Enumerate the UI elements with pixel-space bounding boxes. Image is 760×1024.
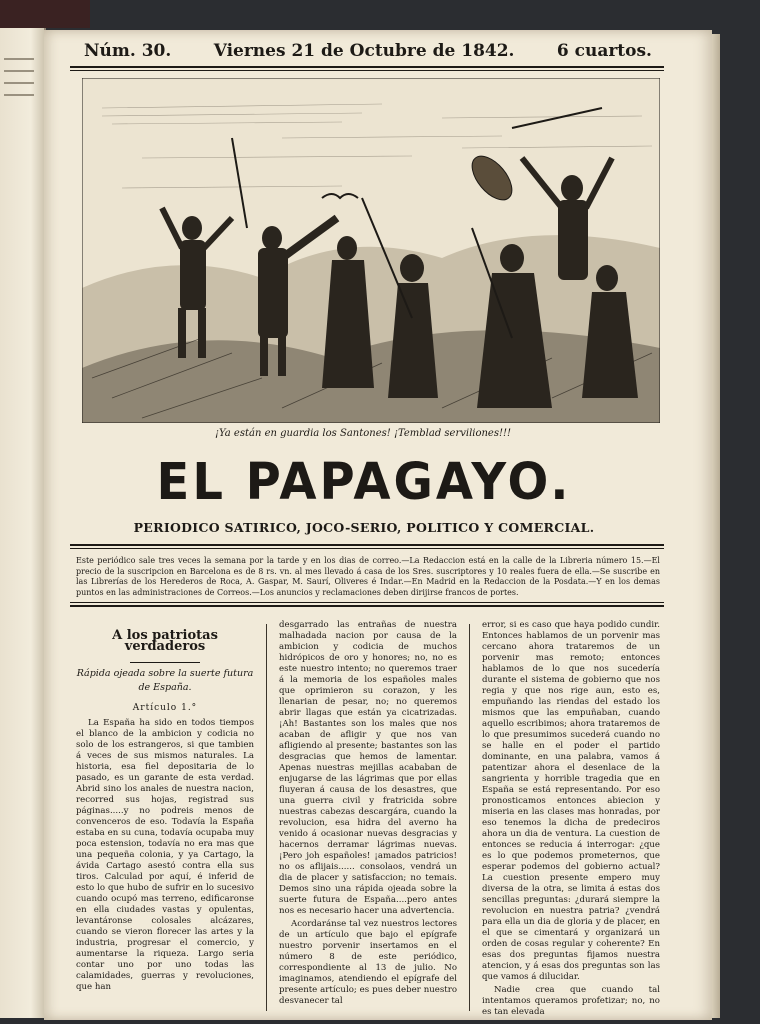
newspaper-page [44, 30, 712, 1020]
issue-number: Núm. 30. [84, 41, 172, 61]
article-columns [76, 620, 660, 1015]
column-divider [469, 624, 470, 1011]
headline-divider [130, 662, 200, 663]
illustration-caption: ¡Ya están en guardia los Santones! ¡Temblad serviliones!!! [214, 428, 512, 439]
subscription-notice: Este periódico sale tres veces la semana por la tarde y en los dias de correo.—La Redaccion está en la calle de la Libreria número 15.—El precio de la suscripcion en Barcelona es de 8 rs. vn. al mes llevado á casa de los Sres. suscriptores y 10 reales fuera de ella.—Se suscribe en las Librerías de los Herederos de Roca, A. Gaspar, M. Saurí, Oliveres é Indar.—En Madrid en la Redaccion de la Posdata.—Y en los demas puntos en las administraciones de Correos.—Los anuncios y reclamaciones deben dirijirse francos de portes. [76, 556, 660, 597]
column-2-paragraph-1: desgarrado las entrañas de nuestra malhadada nacion por causa de la ambicion y codicia de muchos hidrópicos de oro y honores; no, no es este nuestro intento; no queremos traer á la memoria de los españoles males que oprimieron su corazon, y les llenarian de pesar, no; no queremos abrir llagas que están ya cicatrizadas. ¡Ah! Bastantes son los males que nos acaban de afligir y que nos van afligiendo al presente; bastantes son las desgracias que hemos de lamentar. Apenas nuestras mejillas acababan de enjugarse de las lágrimas que por ellas fluyeran á causa de los desastres, que una guerra civil y fratricida sobre nuestras cabezas descargára, cuando la revolucion, esa hidra del averno ha venido á ocasionar nuevas desgracias y hacernos derramar lágrimas nuevas. ¡Pero joh españoles! ¡amados patricios! no os aflijais...... consolaos, vendrá un dia de placer y satisfaccion; no temais. Demos sino una rápida ojeada sobre la suerte futura de España....pero antes nos es necesario hacer una advertencia. [279, 620, 457, 916]
newspaper-subtitle: PERIODICO SATIRICO, JOCO-SERIO, POLITICO Y COMERCIAL. [133, 520, 595, 535]
newspaper-title: EL PAPAGAYO. [156, 452, 572, 512]
issue-price: 6 cuartos. [556, 41, 652, 61]
left-page-edge [0, 28, 46, 1018]
notice-rule-top-thick [70, 544, 664, 546]
article-subheadline: Rápida ojeada sobre la suerte futura de España. [76, 668, 254, 693]
notice-rule-top-thin [70, 548, 664, 549]
masthead-rule-thin [70, 70, 664, 71]
masthead-rule-thick [70, 66, 664, 68]
column-2 [279, 620, 457, 1015]
article-number: Artículo 1.° [132, 703, 198, 713]
issue-date: Viernes 21 de Octubre de 1842. [213, 41, 515, 61]
article-headline: A los patriotas verdaderos [112, 628, 218, 654]
column-2-paragraph-2: Acordaránse tal vez nuestros lectores de un artículo que bajo el epígrafe nuestro porvenir insertamos en el número 8 de este periódico, correspondiente al 13 de julio. No imaginamos, atendiendo el epígrafe del presente artículo; es pues deber nuestro desvanecer tal [279, 919, 457, 1006]
right-page-stack-edge [712, 34, 720, 1018]
column-3 [482, 620, 660, 1015]
column-3-paragraph-1: error, si es caso que haya podido cundir. Entonces hablamos de un porvenir mas cercano ahora trataremos de un porvenir mas remoto; entonces hablamos de lo que nos sucedería durante el sistema de gobierno que nos regia y que nos rige aun, esto es, empuñando las riendas del estado los mismos que las empuñaban, cuando aquello escribimos; ahora trataremos de lo que presumimos sucederá cuando no se halle en el poder el partido dominante, en una palabra, vamos á patentizar ahora el desenlace de la sangrienta y horrible tragedia que en España se está representando. Por eso pronosticamos entonces abiecion y miseria en las clases mas honradas, por eso tenemos la dicha de predeciros ahora un dia de ventura. La cuestion de entonces se reducia á interrogar: ¿que es lo que podemos prometernos, que esperar podemos del gobierno actual? La cuestion presente empero muy diversa de la otra, se limita á estas dos sencillas preguntas: ¿durará siempre la revolucion en nuestra patria? ¿vendrá para ella un dia de gloria y de placer, en el que se cimentará y organizará un orden de cosas regular y coherente? En esas dos preguntas fijamos nuestra atencion, y á esas dos preguntas son las que vamos á dilucidar. [482, 620, 660, 982]
masthead [84, 38, 652, 64]
notice-rule-bottom-thick [70, 605, 664, 607]
notice-rule-bottom-thin [70, 602, 664, 603]
column-divider [266, 624, 267, 1011]
column-3-paragraph-2: Nadie crea que cuando tal intentamos queramos profetizar; no, no es tan elevada [482, 985, 660, 1015]
column-1-paragraph: La España ha sido en todos tiempos el blanco de la ambicion y codicia no solo de los estrangeros, si que tambien á veces de sus mismos naturales. La historia, esa fiel depositaria de lo pasado, es un garante de esta verdad. Abrid sino los anales de nuestra nacion, recorred sus hojas, registrad sus páginas.....y no podreis menos de convenceros de eso. Todavía la España estaba en su cuna, todavía ocupaba muy poca estension, todavía no era mas que una pequeña colonia, y ya Cartago, la ávida Cartago asestó contra ella sus tiros. Calculad por aquí, é inferid de esto lo que hubo de sufrir en lo sucesivo cuando ocupó mas terreno, edificaronse en ella ciudades vastas y opulentas, levantáronse colosales alcázares, cuando se vieron florecer las artes y la industria, progresar el comercio, y aumentarse la riqueza. Largo seria contar uno por uno todas las calamidades, guerras y revoluciones, que han [76, 718, 254, 992]
book-cover-edge [0, 0, 90, 28]
column-1 [76, 620, 254, 1015]
satirical-illustration [82, 78, 660, 423]
engraving-image [82, 78, 660, 423]
